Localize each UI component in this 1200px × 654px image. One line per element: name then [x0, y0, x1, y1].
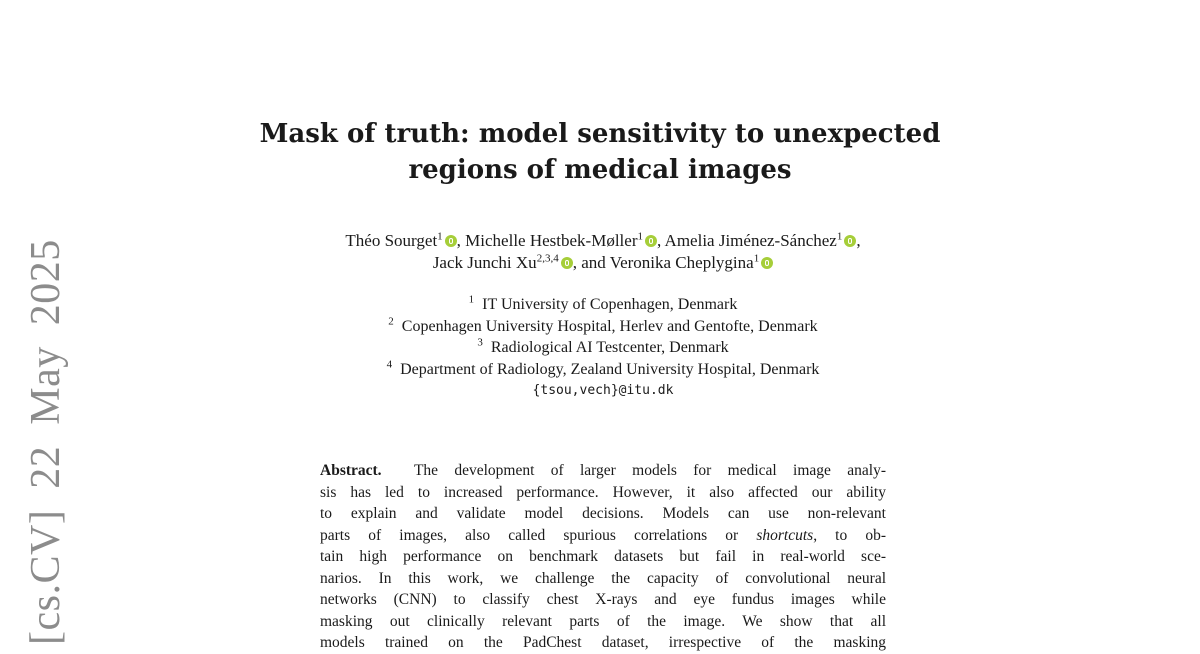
affiliation-number: 4 [386, 358, 393, 371]
author-separator: , [856, 231, 861, 250]
affiliation-text: Copenhagen University Hospital, Herlev and Gentofte, Denmark [401, 317, 818, 335]
abstract-text: The development of larger models for medical image analy- [413, 462, 886, 479]
title-line-1: Mask of truth: model sensitivity to unexpected [259, 119, 941, 149]
author-line-1 [200, 230, 1006, 252]
abstract [320, 460, 886, 654]
abstract-line: models trained on the PadChest dataset, irrespective of the masking [320, 634, 886, 651]
abstract-line: to explain and validate model decisions. Models can use non-relevant [320, 505, 886, 522]
abstract-heading: Abstract. [320, 462, 382, 479]
abstract-line [320, 460, 886, 482]
affiliation-number: 1 [468, 293, 475, 306]
affiliation-number: 3 [477, 336, 483, 349]
affiliation-text: IT University of Copenhagen, Denmark [482, 296, 738, 313]
abstract-line: networks (CNN) to classify chest X-rays and eye fundus images while [320, 591, 886, 608]
orcid-icon[interactable] [561, 257, 573, 269]
affiliation-item [200, 294, 1006, 316]
author-affil-sup: 1 [437, 230, 443, 243]
author-line-2 [200, 252, 1006, 274]
author-name: Amelia Jiménez-Sánchez [664, 231, 837, 250]
abstract-text: , to ob- [813, 526, 887, 544]
abstract-line [320, 525, 886, 547]
abstract-line: narios. In this work, we challenge the capacity of convolutional neural [320, 569, 886, 587]
abstract-line: masking out clinically relevant parts of the image. We show that all [320, 612, 886, 630]
author-affil-sup: 1 [836, 230, 843, 243]
abstract-emphasis: shortcuts [756, 526, 814, 544]
orcid-icon[interactable] [645, 235, 657, 247]
title-line-2: regions of medical images [408, 155, 792, 185]
arxiv-identifier-stamp: [cs.CV] 22 May 2025 [23, 239, 69, 645]
orcid-icon[interactable] [761, 257, 773, 269]
author-separator: , [456, 231, 461, 250]
affiliation-item [200, 337, 1006, 359]
author-separator: , [656, 231, 662, 250]
author-list [200, 230, 1006, 274]
author-affil-sup: 1 [753, 252, 760, 265]
author-name: Michelle Hestbek-Møller [465, 231, 638, 250]
author-separator: , and [572, 253, 606, 272]
orcid-icon[interactable] [445, 235, 457, 247]
abstract-text: parts of images, also called spurious correlations or [320, 526, 739, 544]
affiliation-list [200, 294, 1006, 402]
paper-title [200, 116, 1000, 188]
contact-email[interactable]: {tsou,vech}@itu.dk [532, 383, 674, 398]
affiliation-text: Radiological AI Testcenter, Denmark [490, 339, 729, 356]
affiliation-item [200, 316, 1006, 338]
author-name: Jack Junchi Xu [432, 253, 537, 272]
affiliation-text: Department of Radiology, Zealand University Hospital, Denmark [400, 360, 820, 378]
affiliation-number: 2 [388, 315, 394, 328]
abstract-line: sis has led to increased performance. However, it also affected our ability [320, 483, 886, 501]
author-name: Veronika Cheplygina [609, 253, 754, 272]
author-affil-sup: 2,3,4 [536, 252, 559, 265]
author-name: Théo Sourget [345, 231, 438, 250]
author-affil-sup: 1 [637, 230, 643, 243]
abstract-line: tain high performance on benchmark datasets but fail in real-world sce- [320, 548, 886, 565]
affiliation-item [200, 359, 1006, 381]
orcid-icon[interactable] [844, 235, 856, 247]
